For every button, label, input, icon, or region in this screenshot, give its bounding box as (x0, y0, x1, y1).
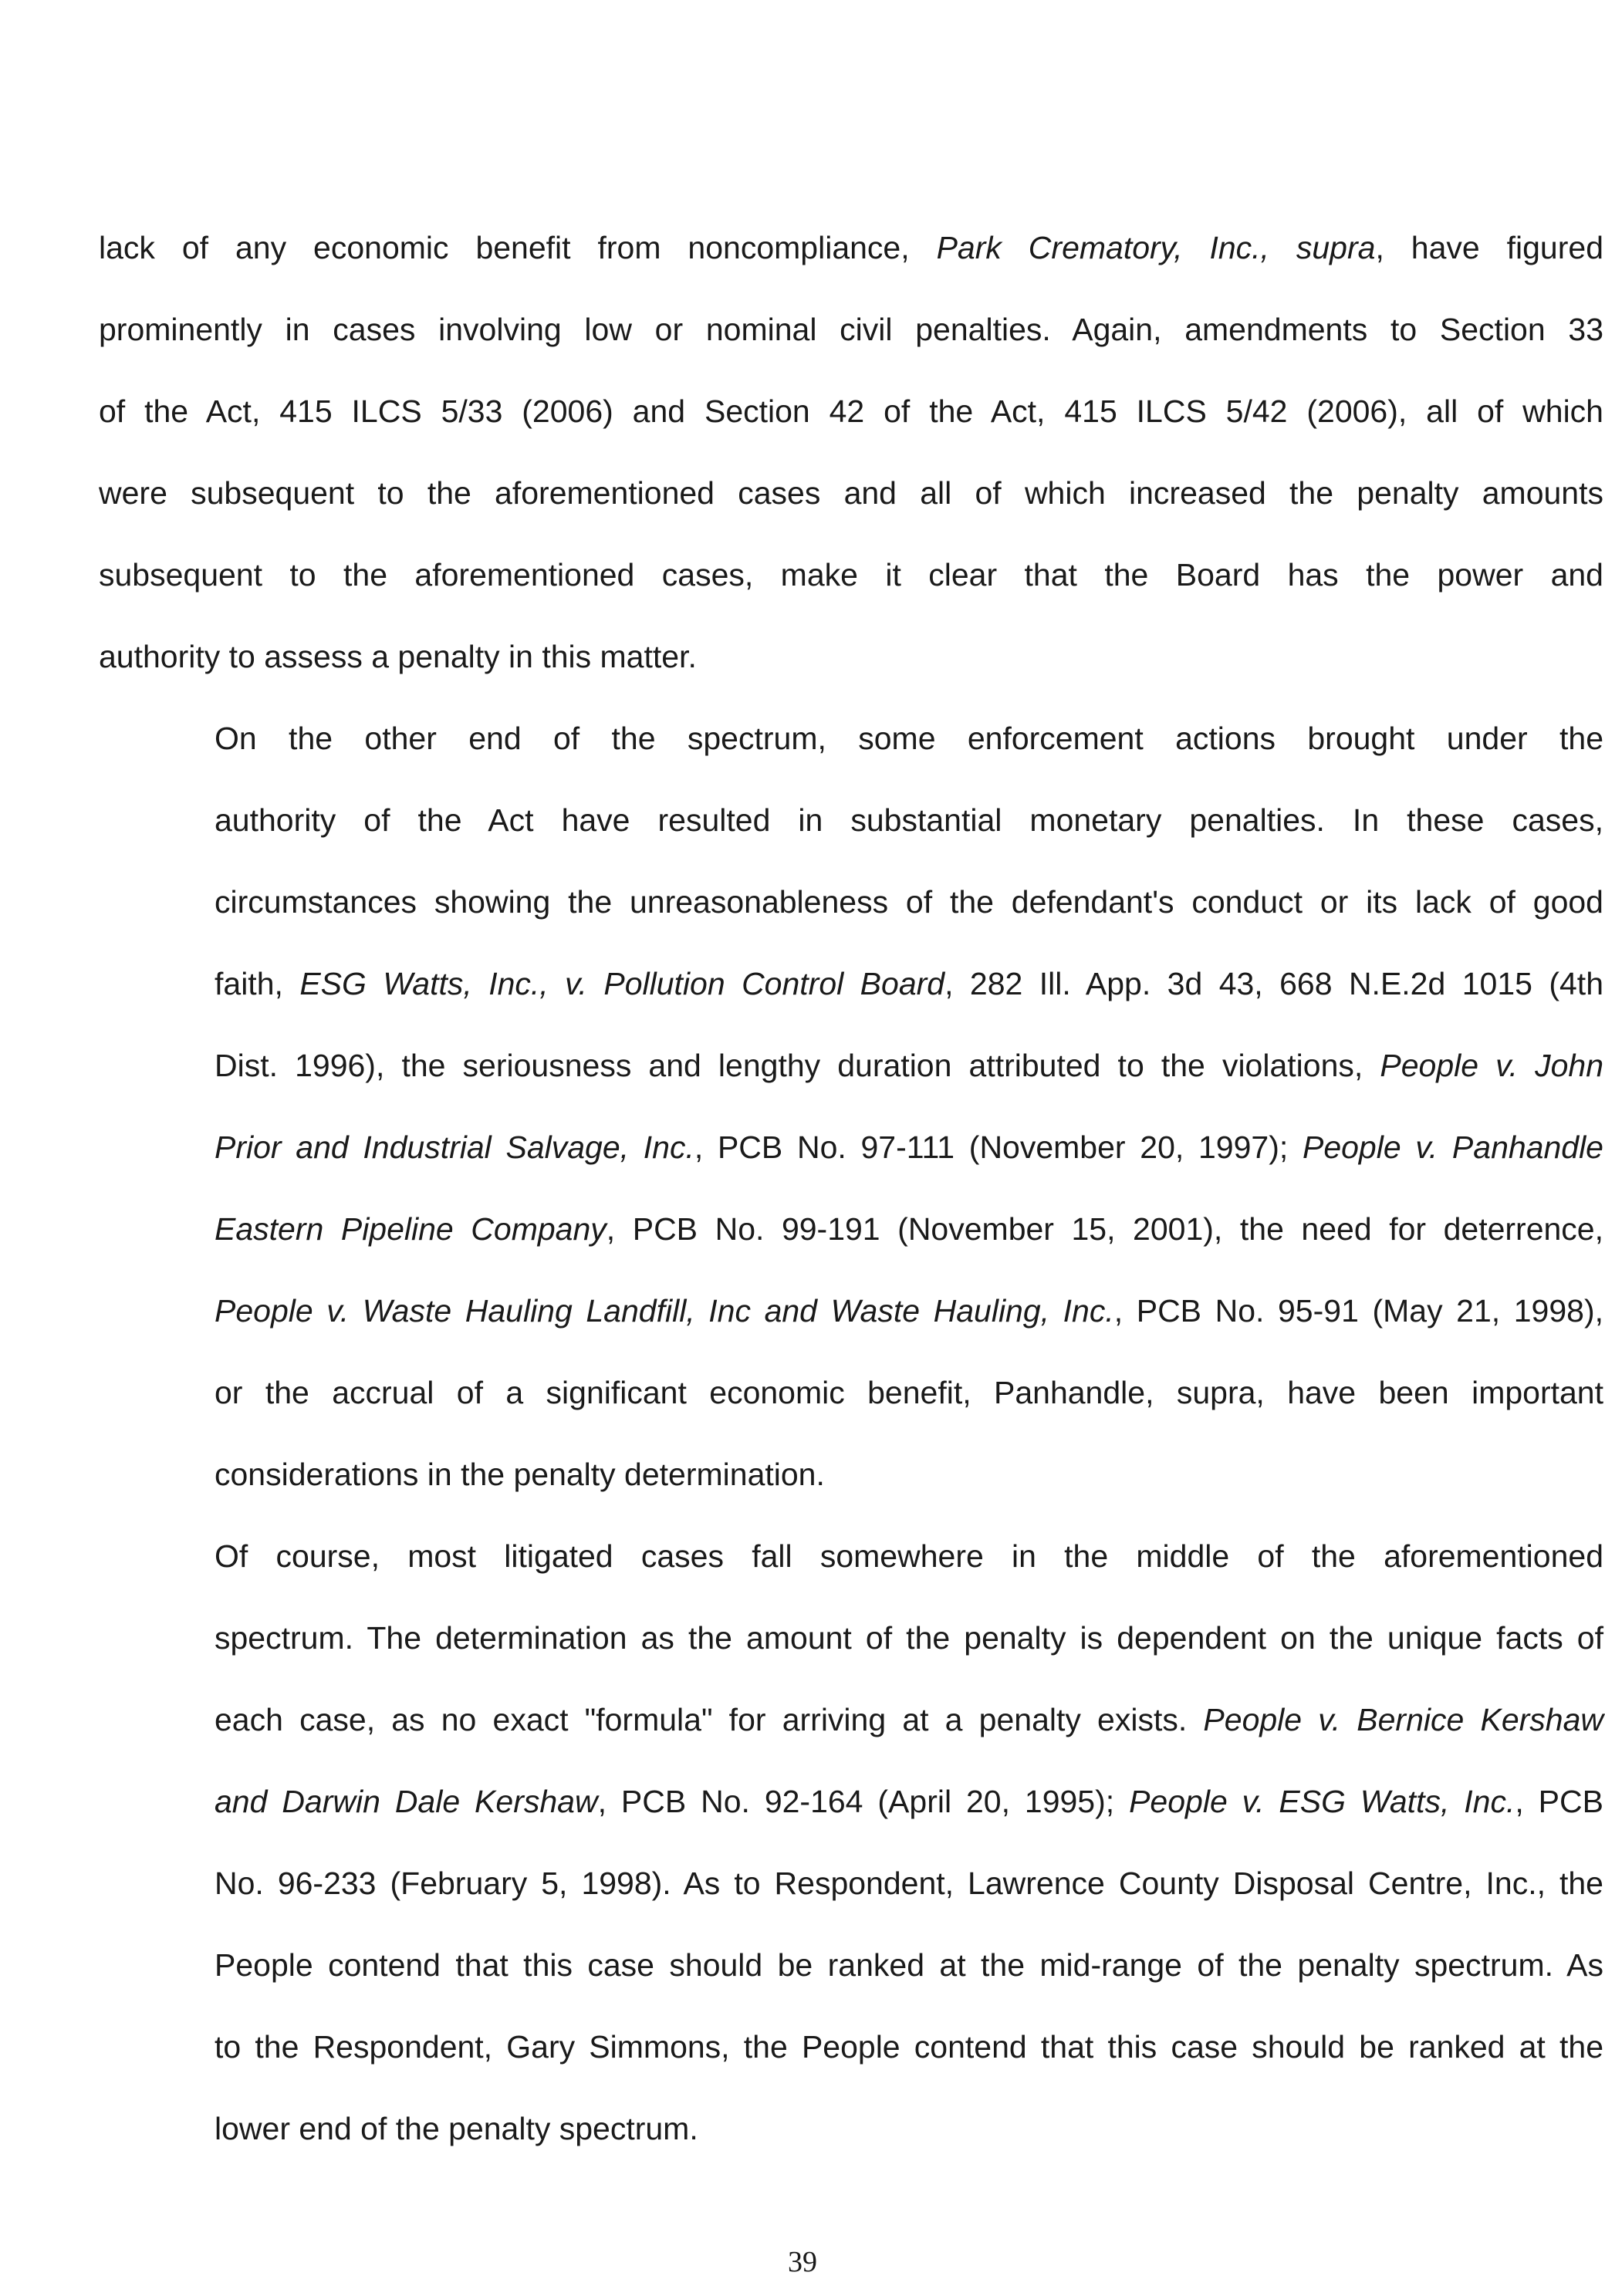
text-line: People contend that this case should be ranked at the mid-range of the penalty spectrum. As (215, 1947, 1603, 1983)
text-line: or the accrual of a significant economic benefit, Panhandle, supra, have been important (215, 1375, 1603, 1410)
case-citation: Park Crematory, Inc., supra (936, 230, 1376, 265)
text-line: subsequent to the aforementioned cases, make it clear that the Board has the power and (99, 557, 1603, 593)
text-line: prominently in cases involving low or nominal civil penalties. Again, amendments to Section 33 (99, 312, 1603, 347)
case-citation: People v. Bernice Kershaw (1203, 1702, 1603, 1737)
text-line: People v. Waste Hauling Landfill, Inc and Waste Hauling, Inc., PCB No. 95-91 (May 21, 1998), (215, 1293, 1604, 1329)
text-line: of the Act, 415 ILCS 5/33 (2006) and Section 42 of the Act, 415 ILCS 5/42 (2006), all of which (99, 393, 1603, 429)
text-line: spectrum. The determination as the amount of the penalty is dependent on the unique facts of (215, 1620, 1603, 1656)
text-line: lack of any economic benefit from noncompliance, Park Crematory, Inc., supra, have figured (99, 230, 1603, 265)
case-citation: ESG Watts, Inc., v. Pollution Control Board (299, 966, 945, 1001)
paragraph-2 (99, 697, 1603, 1515)
case-citation: People v. John (1380, 1048, 1603, 1083)
text-line: On the other end of the spectrum, some enforcement actions brought under the (215, 721, 1603, 756)
text-line: were subsequent to the aforementioned cases and all of which increased the penalty amounts (99, 475, 1603, 511)
text-line: Dist. 1996), the seriousness and lengthy duration attributed to the violations, People v. John (215, 1048, 1603, 1083)
text-line: considerations in the penalty determination. (215, 1457, 825, 1492)
text-line: No. 96-233 (February 5, 1998). As to Respondent, Lawrence County Disposal Centre, Inc., the (215, 1866, 1603, 1901)
page-number: 39 (788, 2246, 817, 2278)
text-line: authority to assess a penalty in this matter. (99, 639, 697, 674)
paragraph-1 (99, 207, 1603, 697)
text-line: circumstances showing the unreasonableness of the defendant's conduct or its lack of good (215, 884, 1603, 920)
case-citation: People v. ESG Watts, Inc. (1129, 1784, 1515, 1819)
text-line: Eastern Pipeline Company, PCB No. 99-191 (November 15, 2001), the need for deterrence, (215, 1211, 1603, 1247)
text-line: to the Respondent, Gary Simmons, the People contend that this case should be ranked at the (215, 2029, 1603, 2065)
text-line: each case, as no exact "formula" for arriving at a penalty exists. People v. Bernice Kershaw (215, 1702, 1603, 1737)
text-line: Of course, most litigated cases fall somewhere in the middle of the aforementioned (215, 1538, 1603, 1574)
case-citation: People v. Waste Hauling Landfill, Inc and Waste Hauling, Inc. (215, 1293, 1114, 1329)
case-citation: People v. Panhandle (1302, 1129, 1603, 1165)
text-line: Prior and Industrial Salvage, Inc., PCB No. 97-111 (November 20, 1997); People v. Panhandle (215, 1129, 1603, 1165)
text-line: lower end of the penalty spectrum. (215, 2111, 698, 2146)
case-citation: Prior and Industrial Salvage, Inc. (215, 1129, 694, 1165)
text-line: faith, ESG Watts, Inc., v. Pollution Control Board, 282 Ill. App. 3d 43, 668 N.E.2d 1015 (4th (215, 966, 1603, 1001)
body-text (99, 207, 1603, 2169)
text-line: and Darwin Dale Kershaw, PCB No. 92-164 (April 20, 1995); People v. ESG Watts, Inc., PCB (215, 1784, 1603, 1819)
case-citation: Eastern Pipeline Company (215, 1211, 607, 1247)
case-citation: and Darwin Dale Kershaw (215, 1784, 598, 1819)
paragraph-3 (99, 1515, 1603, 2169)
text-line: authority of the Act have resulted in substantial monetary penalties. In these cases, (215, 802, 1603, 838)
